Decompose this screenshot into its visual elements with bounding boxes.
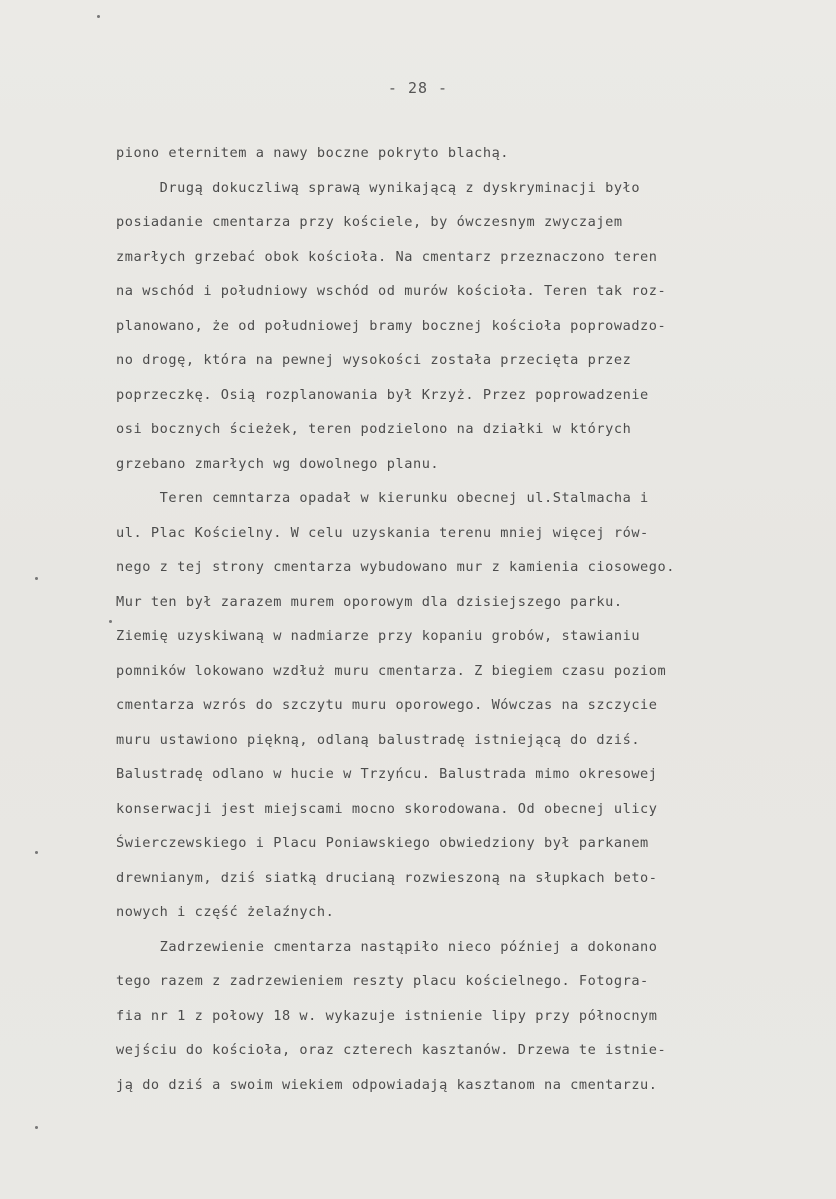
text-line: fia nr 1 z połowy 18 w. wykazuje istnienie lipy przy północnym (116, 1007, 658, 1024)
text-line: planowano, że od południowej bramy bocznej kościoła poprowadzo- (116, 317, 667, 334)
text-line: posiadanie cmentarza przy kościele, by ówczesnym zwyczajem (116, 214, 623, 230)
text-line: drewnianym, dziś siatką drucianą rozwieszoną na słupkach beto- (116, 869, 658, 886)
text-line: tego razem z zadrzewieniem reszty placu kościelnego. Fotogra- (116, 973, 649, 989)
margin-speck (35, 1126, 38, 1129)
text-line: nego z tej strony cmentarza wybudowano mur z kamienia ciosowego. (116, 559, 675, 575)
text-line: wejściu do kościoła, oraz czterech kasztanów. Drzewa te istnie- (116, 1042, 667, 1058)
margin-speck (97, 15, 100, 18)
body-text (116, 140, 776, 1106)
text-line: Zadrzewienie cmentarza nastąpiło nieco później a dokonano (116, 938, 658, 955)
text-line: Świerczewskiego i Placu Poniawskiego obwiedziony był parkanem (116, 835, 649, 851)
text-line: poprzeczkę. Osią rozplanowania był Krzyż. Przez poprowadzenie (116, 386, 649, 403)
text-line: no drogę, która na pewnej wysokości została przecięta przez (116, 352, 632, 368)
text-line: Ziemię uzyskiwaną w nadmiarze przy kopaniu grobów, stawianiu (116, 628, 641, 644)
text-line: konserwacji jest miejscami mocno skorodowana. Od obecnej ulicy (116, 800, 658, 817)
page-number: - 28 - (387, 79, 449, 97)
text-line: Balustradę odlano w hucie w Trzyńcu. Balustrada mimo okresowej (116, 766, 658, 782)
text-line: Mur ten był zarazem murem oporowym dla dzisiejszego parku. (116, 593, 623, 610)
text-line: na wschód i południowy wschód od murów kościoła. Teren tak roz- (116, 283, 667, 299)
text-line: grzebano zmarłych wg dowolnego planu. (116, 455, 440, 472)
text-line: muru ustawiono piękną, odlaną balustradę istniejącą do dziś. (116, 731, 641, 748)
margin-speck (35, 577, 38, 580)
text-line: cmentarza wzrós do szczytu muru oporowego. Wówczas na szczycie (116, 697, 658, 713)
text-line: zmarłych grzebać obok kościoła. Na cmentarz przeznaczono teren (116, 248, 658, 265)
text-line: ją do dziś a swoim wiekiem odpowiadają kasztanom na cmentarzu. (116, 1076, 658, 1093)
text-line: piono eternitem a nawy boczne pokryto blachą. (116, 145, 510, 161)
margin-speck (109, 620, 112, 623)
text-line: Drugą dokuczliwą sprawą wynikającą z dyskryminacji było (116, 179, 641, 196)
text-line: ul. Plac Kościelny. W celu uzyskania terenu mniej więcej rów- (116, 524, 649, 541)
text-line: pomników lokowano wzdłuż muru cmentarza. Z biegiem czasu poziom (116, 662, 667, 679)
margin-speck (35, 851, 38, 854)
text-line: nowych i część żelaźnych. (116, 904, 335, 920)
text-line: Teren cemntarza opadał w kierunku obecnej ul.Stalmacha i (116, 490, 649, 506)
text-line: osi bocznych ścieżek, teren podzielono na działki w których (116, 421, 632, 437)
